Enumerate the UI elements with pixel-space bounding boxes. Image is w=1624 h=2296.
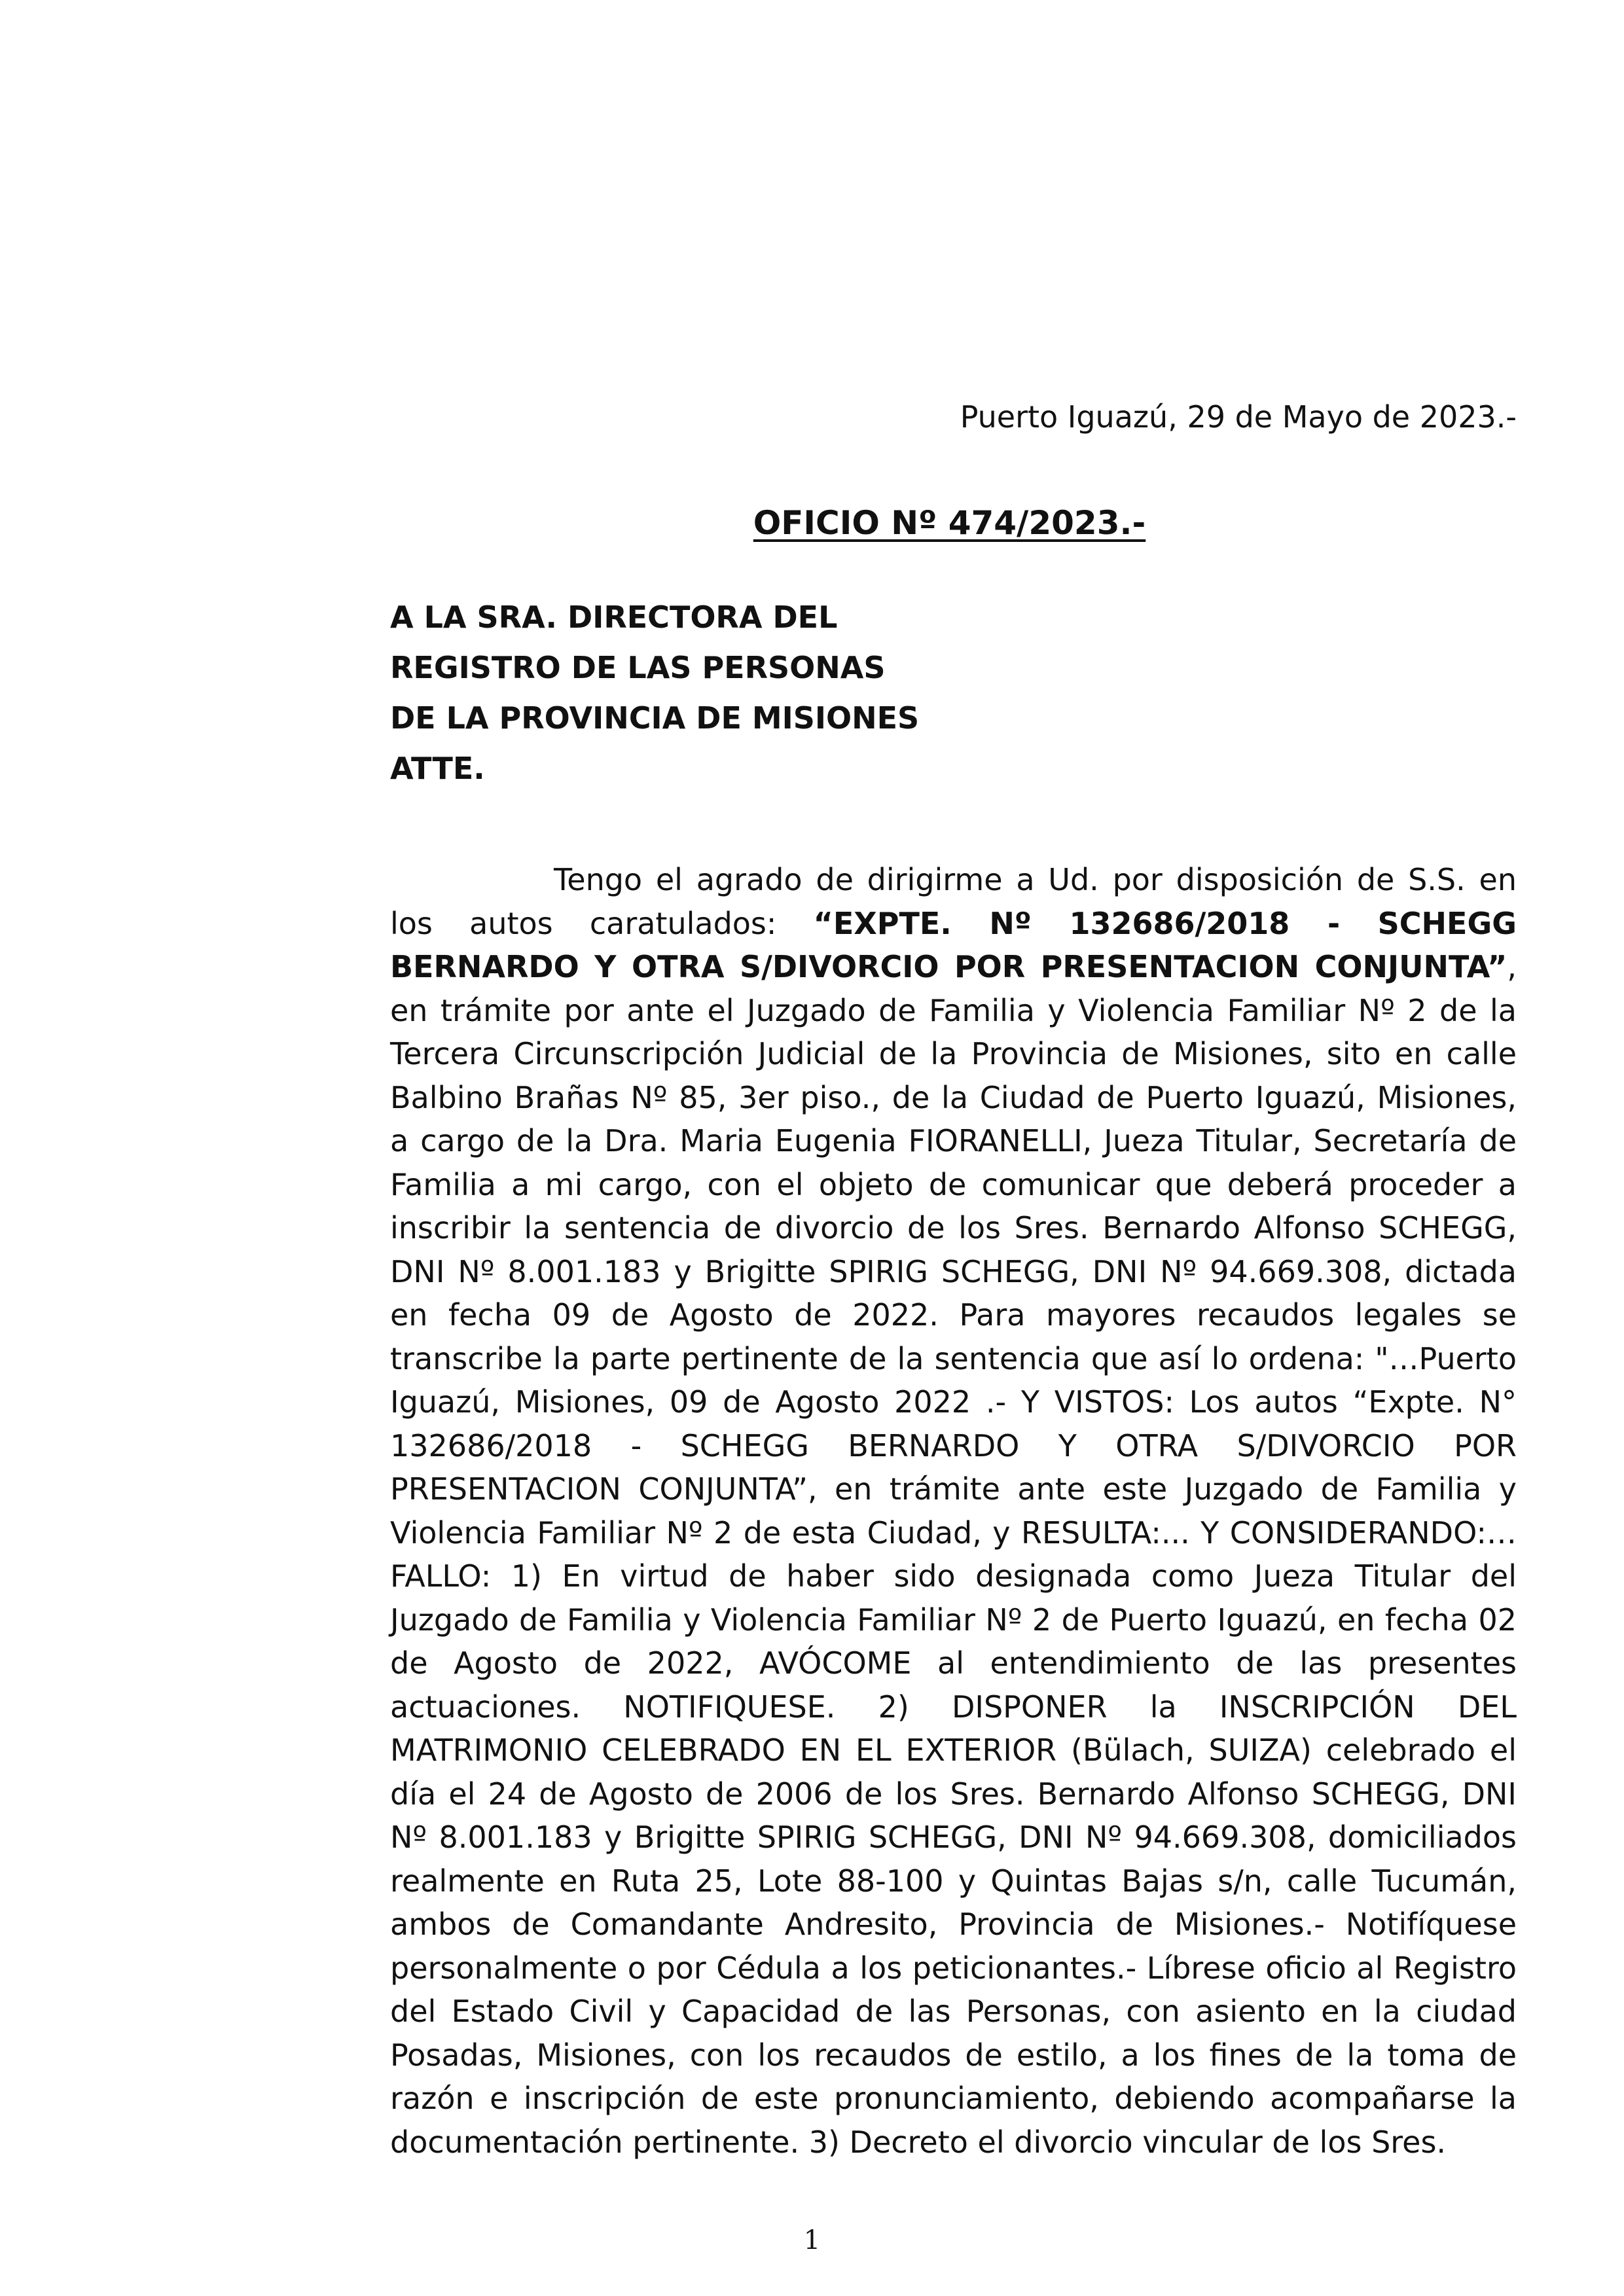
addressee-line: A LA SRA. DIRECTORA DEL bbox=[390, 600, 838, 635]
addressee-line: DE LA PROVINCIA DE MISIONES bbox=[390, 700, 920, 736]
addressee-block bbox=[390, 592, 919, 794]
page-number: 1 bbox=[803, 2225, 821, 2255]
case-title: “EXPTE. Nº 132686/2018 - SCHEGG BERNARDO Y OTRA S/DIVORCIO POR PRESENTACION CONJUNTA” bbox=[390, 905, 1517, 984]
document-date: Puerto Iguazú, 29 de Mayo de 2023.- bbox=[960, 399, 1517, 435]
body-intro: Tengo el agrado de dirigirme a Ud. por disposición de S.S. en los autos caratulados: bbox=[390, 862, 1517, 941]
body-text: , en trámite por ante el Juzgado de Familia y Violencia Familiar Nº 2 de la Tercera Circunscripción Judicial de la Provincia de Misiones, sito en calle Balbino Brañas Nº 85, 3er piso., de la Ciudad de Puerto Iguazú, Misiones, a cargo de la Dra. Maria Eugenia FIORANELLI, Jueza Titular, Secretaría de Familia a mi cargo, con el objeto de comunicar que deberá proceder a inscribir la sentencia de divorcio de los Sres. Bernardo Alfonso SCHEGG, DNI Nº 8.001.183 y Brigitte SPIRIG SCHEGG, DNI Nº 94.669.308, dictada en fecha 09 de Agosto de 2022. Para mayores recaudos legales se transcribe la parte pertinente de la sentencia que así lo ordena: "…Puerto Iguazú, Misiones, 09 de Agosto 2022 .- Y VISTOS: Los autos “Expte. N° 132686/2018 - SCHEGG BERNARDO Y OTRA S/DIVORCIO POR PRESENTACION CONJUNTA”, en trámite ante este Juzgado de Familia y Violencia Familiar Nº 2 de esta Ciudad, y RESULTA:... Y CONSIDERANDO:… FALLO: 1) En virtud de haber sido designada como Jueza Titular del Juzgado de Familia y Violencia Familiar Nº 2 de Puerto Iguazú, en fecha 02 de Agosto de 2022, AVÓCOME al entendimiento de las presentes actuaciones. NOTIFIQUESE. 2) DISPONER la INSCRIPCIÓN DEL MATRIMONIO CELEBRADO EN EL EXTERIOR (Bülach, SUIZA) celebrado el día el 24 de Agosto de 2006 de los Sres. Bernardo Alfonso SCHEGG, DNI Nº 8.001.183 y Brigitte SPIRIG SCHEGG, DNI Nº 94.669.308, domiciliados realmente en Ruta 25, Lote 88-100 y Quintas Bajas s/n, calle Tucumán, ambos de Comandante Andresito, Provincia de Misiones.- Notifíquese personalmente o por Cédula a los peticionantes.- Líbrese oficio al Registro del Estado Civil y Capacidad de las Personas, con asiento en la ciudad Posadas, Misiones, con los recaudos de estilo, a los fines de la toma de razón e inscripción de este pronunciamiento, debiendo acompañarse la documentación pertinente. 3) Decreto el divorcio vincular de los Sres. bbox=[390, 949, 1517, 2160]
addressee-line: ATTE. bbox=[390, 751, 485, 786]
addressee-line: REGISTRO DE LAS PERSONAS bbox=[390, 650, 886, 685]
body-paragraph bbox=[390, 858, 1517, 2164]
oficio-title: OFICIO Nº 474/2023.- bbox=[753, 504, 1146, 542]
